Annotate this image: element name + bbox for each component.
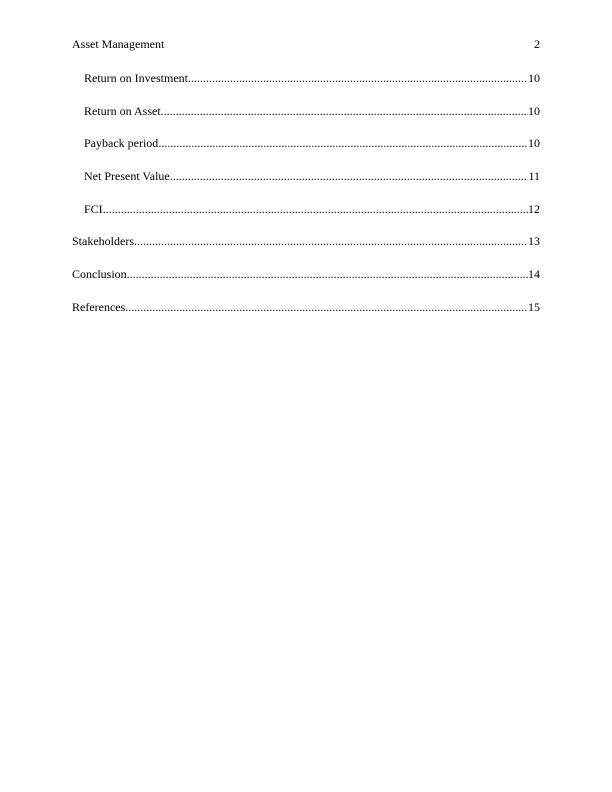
toc-entry-label: Stakeholders [72, 234, 134, 249]
dot-leader [103, 201, 528, 217]
running-head [72, 36, 540, 52]
running-head-title: Asset Management [72, 37, 165, 51]
toc-entry-conclusion[interactable] [72, 266, 540, 299]
dot-leader [188, 70, 528, 86]
dot-leader [134, 233, 528, 249]
toc-entry-label: Return on Asset [84, 103, 161, 118]
toc-entry-stakeholders[interactable] [72, 233, 540, 266]
toc-entry-return-on-asset[interactable] [72, 103, 540, 136]
toc-entry-payback-period[interactable] [72, 135, 540, 168]
toc-entry-page: 13 [528, 234, 540, 249]
dot-leader [170, 168, 529, 184]
toc-entry-fci[interactable] [72, 201, 540, 234]
toc-entry-references[interactable] [72, 299, 540, 332]
toc-entry-return-on-investment[interactable] [72, 70, 540, 103]
toc-entry-page: 10 [528, 136, 540, 151]
dot-leader [161, 103, 528, 119]
toc-entry-page: 10 [528, 103, 540, 118]
toc-entry-label: Conclusion [72, 267, 127, 282]
toc-entry-label: FCI [84, 201, 103, 216]
table-of-contents [72, 70, 540, 332]
toc-entry-label: Return on Investment [84, 71, 188, 85]
dot-leader [158, 135, 528, 151]
toc-entry-net-present-value[interactable] [72, 168, 540, 201]
dot-leader [127, 266, 528, 282]
toc-entry-label: References [72, 299, 126, 314]
toc-entry-page: 15 [528, 299, 540, 314]
toc-entry-label: Payback period [84, 136, 159, 151]
page-number: 2 [534, 37, 540, 51]
toc-entry-page: 14 [528, 267, 540, 282]
toc-entry-label: Net Present Value [84, 169, 170, 184]
toc-entry-page: 12 [528, 201, 540, 216]
toc-entry-page: 11 [528, 169, 540, 184]
toc-entry-page: 10 [528, 71, 540, 85]
dot-leader [125, 299, 528, 315]
